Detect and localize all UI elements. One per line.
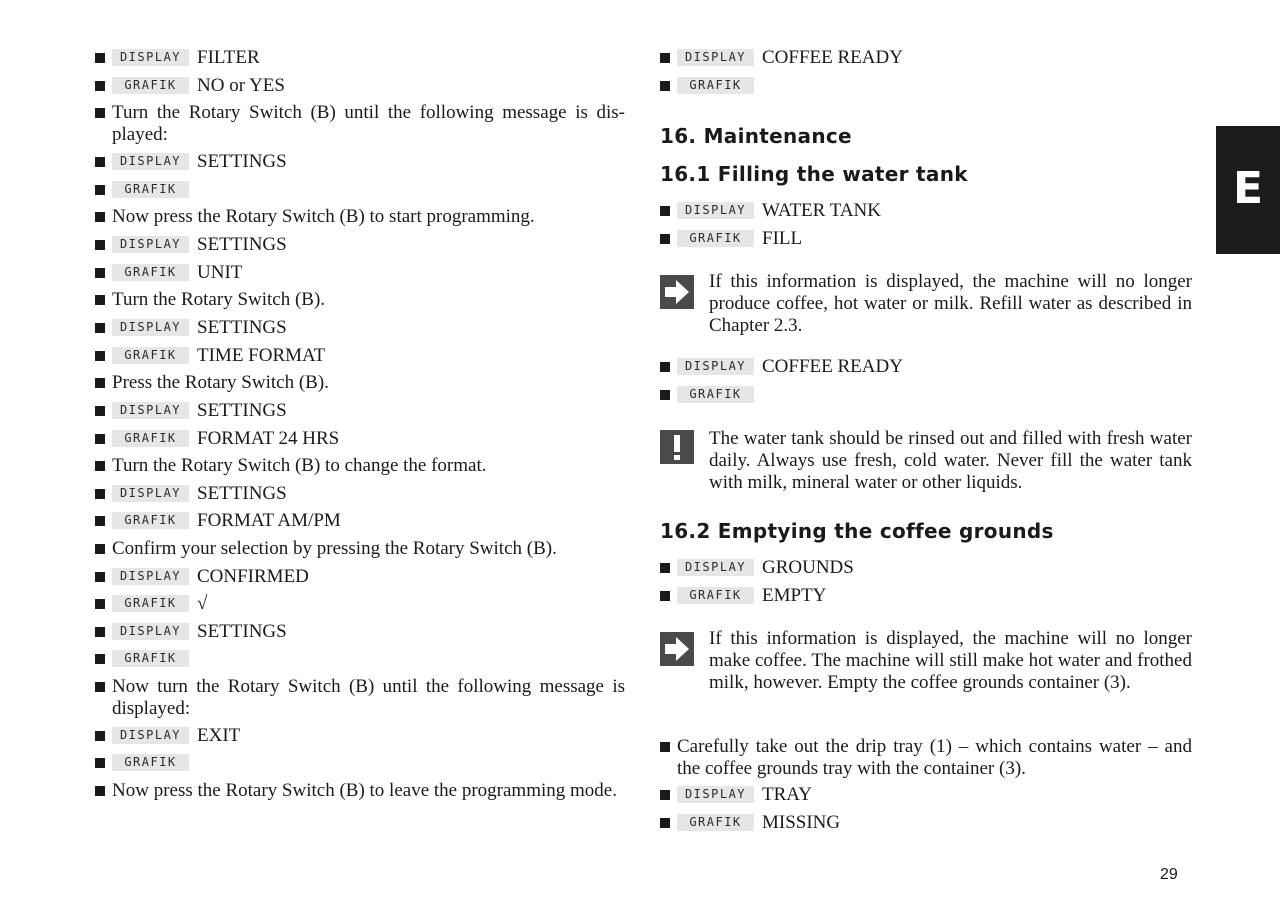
display-text: SETTINGS [197,483,287,504]
bullet [95,378,105,388]
instruction-text: Now press the Rotary Switch (B) to start programming. [112,206,535,227]
grafik-text: √ [197,593,208,614]
instruction-text: Turn the Rotary Switch (B). [112,289,326,310]
lcd-display-label: DISPLAY [677,49,754,66]
display-text: GROUNDS [762,557,854,578]
lcd-grafik-label: GRAFIK [112,347,189,364]
bullet [95,81,105,91]
bullet [95,544,105,554]
lcd-grafik-label: GRAFIK [112,650,189,667]
bullet [95,295,105,305]
instruction-text: Press the Rotary Switch (B). [112,372,329,393]
display-text: WATER TANK [762,200,881,221]
lcd-grafik-label: GRAFIK [677,587,754,604]
grafik-text: FORMAT AM/PM [197,510,341,531]
display-text: SETTINGS [197,621,287,642]
instruction-text: Now press the Rotary Switch (B) to leave the programming mode. [112,780,617,801]
grafik-text: FORMAT 24 HRS [197,428,340,449]
bullet [660,390,670,400]
bullet [95,108,105,118]
lcd-grafik-label: GRAFIK [677,814,754,831]
lcd-grafik-label: GRAFIK [677,77,754,94]
display-text: FILTER [197,47,260,68]
lcd-grafik-label: GRAFIK [112,595,189,612]
instruction-text: Carefully take out the drip tray (1) – which contains water – and the coffee grounds tray with the container (3). [677,736,1192,779]
bullet [95,654,105,664]
bullet [95,434,105,444]
bullet [95,185,105,195]
display-text: SETTINGS [197,151,287,172]
instruction-text: Now turn the Rotary Switch (B) until the following message is displayed: [112,676,625,719]
bullet [660,81,670,91]
bullet [660,591,670,601]
bullet [95,599,105,609]
arrow-right-icon [660,632,694,666]
instruction-text: Confirm your selection by pressing the Rotary Switch (B). [112,538,557,559]
lcd-grafik-label: GRAFIK [677,230,754,247]
bullet [95,489,105,499]
lcd-display-label: DISPLAY [112,49,189,66]
bullet [660,53,670,63]
bullet [95,758,105,768]
bullet [95,240,105,250]
bullet [660,362,670,372]
info-text: If this information is displayed, the machine will no longer make coffee. The machine will still make hot water and frothed milk, however. Empty the coffee grounds container (3). [709,628,1192,693]
lcd-display-label: DISPLAY [112,485,189,502]
bullet [95,268,105,278]
bullet [660,234,670,244]
lcd-display-label: DISPLAY [677,358,754,375]
lcd-grafik-label: GRAFIK [112,430,189,447]
lcd-display-label: DISPLAY [112,236,189,253]
bullet [660,206,670,216]
lcd-display-label: DISPLAY [112,319,189,336]
lcd-grafik-label: GRAFIK [112,264,189,281]
lcd-display-label: DISPLAY [677,786,754,803]
display-text: COFFEE READY [762,356,903,377]
display-text: COFFEE READY [762,47,903,68]
grafik-text: EMPTY [762,585,827,606]
bullet [660,742,670,752]
lcd-display-label: DISPLAY [112,402,189,419]
grafik-text: TIME FORMAT [197,345,326,366]
bullet [660,563,670,573]
lcd-grafik-label: GRAFIK [677,386,754,403]
section-tab [1216,126,1280,254]
page-number: 29 [1160,866,1178,883]
lcd-grafik-label: GRAFIK [112,512,189,529]
display-text: SETTINGS [197,400,287,421]
bullet [660,818,670,828]
instruction-text: Turn the Rotary Switch (B) until the following message is dis-played: [112,102,625,145]
bullet [660,790,670,800]
bullet [95,323,105,333]
arrow-right-icon [660,275,694,309]
lcd-display-label: DISPLAY [677,559,754,576]
lcd-display-label: DISPLAY [112,153,189,170]
lcd-display-label: DISPLAY [112,568,189,585]
bullet [95,516,105,526]
bullet [95,786,105,796]
lcd-grafik-label: GRAFIK [112,754,189,771]
display-text: SETTINGS [197,234,287,255]
display-text: TRAY [762,784,812,805]
grafik-text: UNIT [197,262,243,283]
bullet [95,731,105,741]
bullet [95,53,105,63]
lcd-display-label: DISPLAY [112,623,189,640]
display-text: SETTINGS [197,317,287,338]
display-text: EXIT [197,725,241,746]
bullet [95,461,105,471]
section-tab-letter: E [1232,163,1264,214]
info-text: If this information is displayed, the machine will no longer produce coffee, hot water or milk. Refill water as described in Chapter 2.3. [709,271,1192,336]
bullet [95,212,105,222]
grafik-text: MISSING [762,812,841,833]
exclamation-icon [660,430,694,464]
display-text: CONFIRMED [197,566,309,587]
warning-text: The water tank should be rinsed out and filled with fresh water daily. Always use fresh, cold water. Never fill the water tank with milk, mineral water or other liquids. [709,428,1192,493]
bullet [95,627,105,637]
bullet [95,572,105,582]
lcd-grafik-label: GRAFIK [112,181,189,198]
section-heading: 16. Maintenance [660,124,852,148]
bullet [95,157,105,167]
instruction-text: Turn the Rotary Switch (B) to change the format. [112,455,487,476]
grafik-text: NO or YES [197,75,285,96]
lcd-display-label: DISPLAY [112,727,189,744]
lcd-grafik-label: GRAFIK [112,77,189,94]
subsection-heading: 16.1 Filling the water tank [660,162,968,186]
bullet [95,682,105,692]
bullet [95,406,105,416]
lcd-display-label: DISPLAY [677,202,754,219]
subsection-heading: 16.2 Emptying the coffee grounds [660,519,1054,543]
grafik-text: FILL [762,228,803,249]
bullet [95,351,105,361]
